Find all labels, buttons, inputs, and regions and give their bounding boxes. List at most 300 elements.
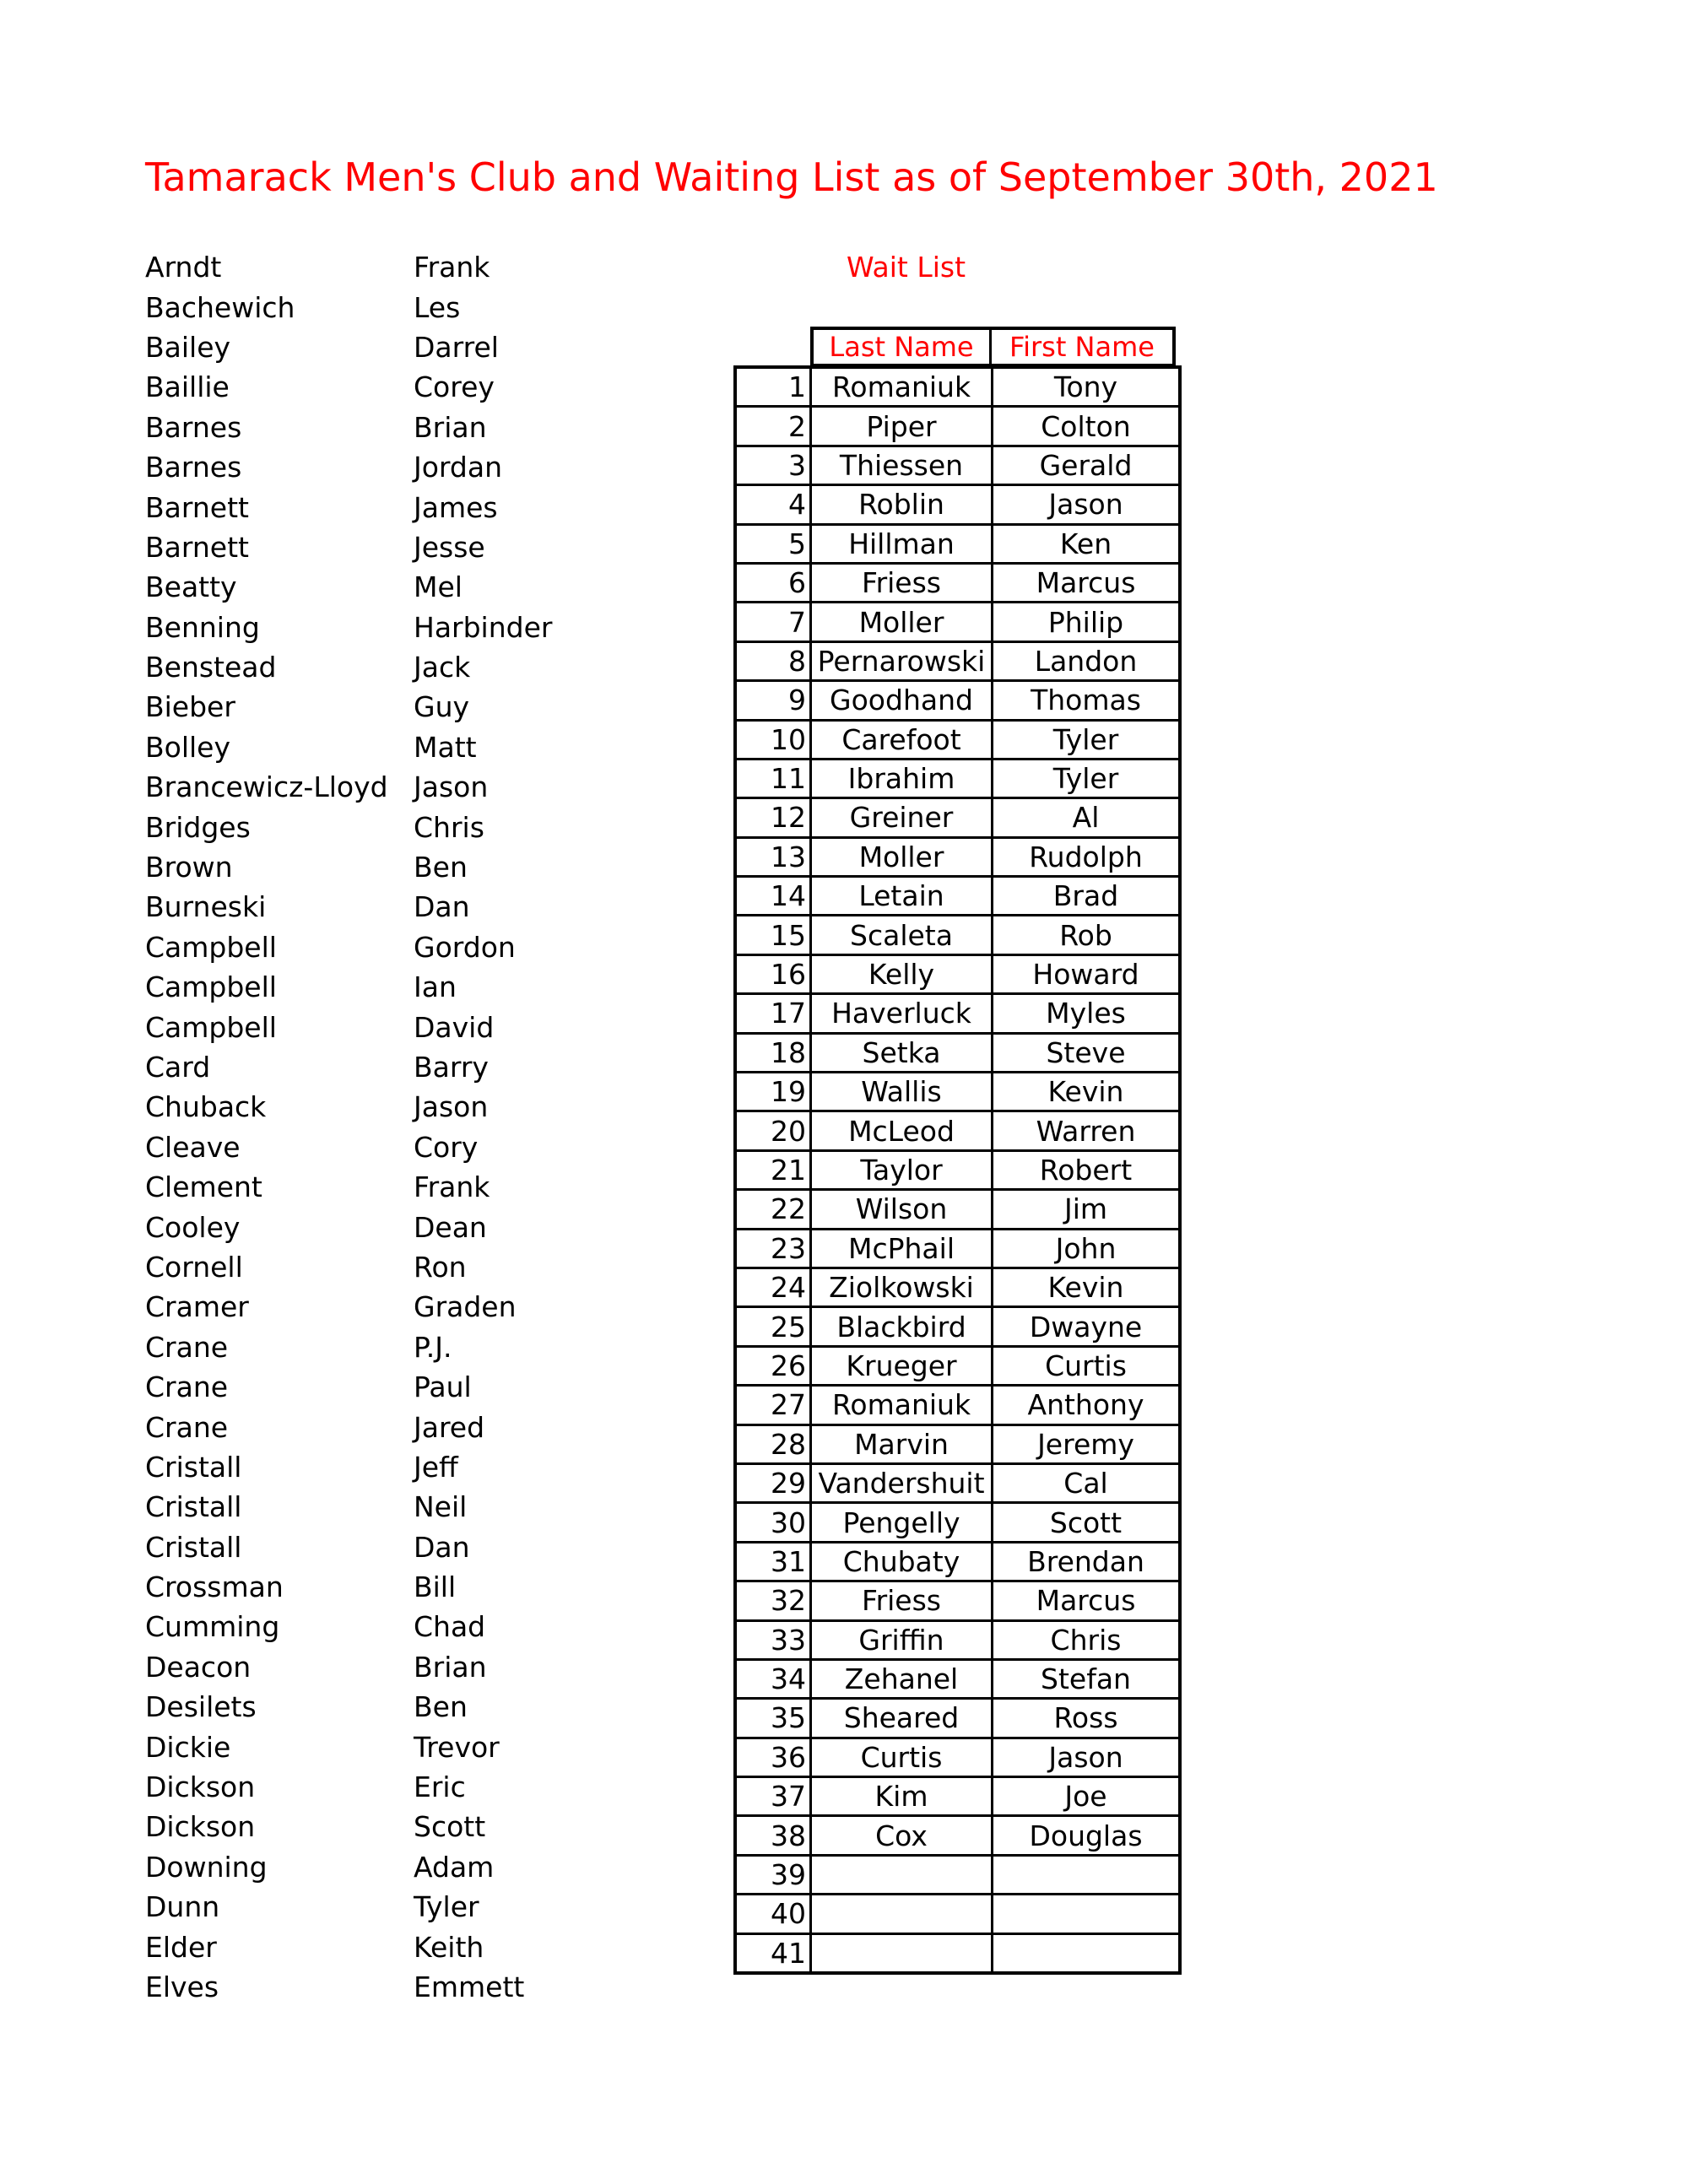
member-first-name: Barry [414,1051,489,1084]
wait-list-row [735,1033,1180,1072]
member-last-name: Cumming [145,1610,280,1644]
wait-list-header [810,327,1176,365]
member-row [145,1327,601,1367]
wait-list-number: 22 [735,1190,811,1229]
wait-list-first-name: Anthony [993,1386,1181,1424]
wait-list-first-name: Philip [993,603,1181,641]
wait-list-row [735,1855,1180,1894]
member-last-name: Barnett [145,530,249,564]
wait-list-last-name: McLeod [811,1111,993,1150]
wait-list-number: 2 [735,407,811,446]
wait-list-row [735,1503,1180,1542]
wait-list-row [735,1895,1180,1933]
member-first-name: Jordan [414,451,502,484]
member-first-name: Dan [414,1530,470,1564]
member-row [145,608,601,647]
member-first-name: Jeff [414,1450,458,1484]
member-first-name: Paul [414,1370,472,1404]
wait-list-last-name: Carefoot [811,720,993,759]
member-first-name: Bill [414,1570,457,1604]
member-last-name: Cleave [145,1130,241,1164]
wait-list-first-name: Brad [993,877,1181,916]
member-last-name: Crossman [145,1570,284,1604]
member-row [145,807,601,846]
wait-list-row [735,1542,1180,1581]
wait-list-first-name: Kevin [993,1073,1181,1111]
wait-list-number: 37 [735,1777,811,1816]
wait-list-row [735,954,1180,993]
member-last-name: Benstead [145,651,277,684]
wait-list-number: 32 [735,1581,811,1620]
wait-list-first-name: Scott [993,1503,1181,1542]
wait-list-row [735,1111,1180,1150]
wait-list-first-name: Myles [993,994,1181,1033]
member-last-name: Cristall [145,1530,242,1564]
member-first-name: Darrel [414,330,499,364]
wait-list-last-name: Setka [811,1033,993,1072]
wait-list-row [735,720,1180,759]
wait-list-row [735,1307,1180,1346]
wait-list-last-name: Haverluck [811,994,993,1033]
wait-list-last-name: Taylor [811,1150,993,1189]
wait-list-last-name [811,1933,993,1973]
wait-list-last-name: Moller [811,603,993,641]
member-first-name: Guy [414,690,470,724]
member-last-name: Dickie [145,1730,231,1764]
member-row [145,1367,601,1407]
wait-list-row [735,916,1180,954]
wait-list-last-name: Griffin [811,1620,993,1659]
wait-list-first-name: Landon [993,641,1181,680]
member-row [145,1607,601,1646]
member-first-name: Chris [414,810,484,844]
wait-list-first-name: Al [993,798,1181,837]
wait-list-first-name: Curtis [993,1346,1181,1385]
member-row [145,1447,601,1487]
member-last-name: Deacon [145,1650,252,1684]
member-row [145,847,601,887]
member-last-name: Bachewich [145,290,295,324]
member-first-name: Brian [414,410,487,444]
wait-list-row [735,1581,1180,1620]
member-last-name: Beatty [145,570,237,604]
member-first-name: Chad [414,1610,486,1644]
wait-list-row [735,603,1180,641]
wait-list-number: 6 [735,563,811,602]
member-row [145,287,601,327]
member-last-name: Brown [145,851,233,884]
member-last-name: Barnes [145,451,242,484]
member-row [145,1287,601,1327]
wait-list-first-name [993,1895,1181,1933]
member-last-name: Cooley [145,1210,241,1244]
member-last-name: Downing [145,1850,268,1884]
wait-list-first-name: Colton [993,407,1181,446]
member-row [145,408,601,447]
wait-list-last-name: Friess [811,563,993,602]
wait-list-last-name: Blackbird [811,1307,993,1346]
member-first-name: Cory [414,1130,479,1164]
wait-list-first-name: Gerald [993,446,1181,484]
wait-list-number: 30 [735,1503,811,1542]
wait-list-first-name [993,1855,1181,1894]
wait-list-number: 18 [735,1033,811,1072]
member-row [145,367,601,407]
member-last-name: Campbell [145,930,277,964]
member-last-name: Crane [145,1370,229,1404]
member-last-name: Cornell [145,1250,243,1284]
member-row [145,1767,601,1807]
member-first-name: P.J. [414,1330,452,1364]
member-first-name: Emmett [414,1970,525,2003]
member-first-name: Les [414,290,461,324]
wait-list-first-name: Thomas [993,681,1181,720]
member-first-name: Matt [414,730,477,764]
wait-list-first-name: Jason [993,485,1181,524]
member-row [145,1127,601,1167]
header-last-name: Last Name [814,330,992,364]
wait-list-last-name: Pernarowski [811,641,993,680]
wait-list-row [735,1229,1180,1268]
member-last-name: Dickson [145,1810,256,1844]
wait-list-row [735,1346,1180,1385]
wait-list-first-name: Rob [993,916,1181,954]
wait-list-row [735,524,1180,563]
member-first-name: Jack [414,651,471,684]
wait-list-first-name: Steve [993,1033,1181,1072]
wait-list-last-name: Goodhand [811,681,993,720]
member-first-name: Keith [414,1930,484,1964]
wait-list-row [735,1150,1180,1189]
wait-list-last-name: Pengelly [811,1503,993,1542]
wait-list-last-name: Sheared [811,1699,993,1738]
wait-list-last-name: Greiner [811,798,993,837]
member-last-name: Dunn [145,1890,220,1924]
member-row [145,1487,601,1527]
member-last-name: Chuback [145,1090,267,1124]
member-last-name: Cramer [145,1290,249,1324]
wait-list-number: 27 [735,1386,811,1424]
wait-list-last-name: Thiessen [811,446,993,484]
wait-list-first-name: Kevin [993,1268,1181,1306]
wait-list-last-name: Kim [811,1777,993,1816]
member-row [145,1847,601,1887]
wait-list-first-name: Joe [993,1777,1181,1816]
wait-list-number: 17 [735,994,811,1033]
member-row [145,327,601,367]
member-last-name: Bieber [145,690,235,724]
member-first-name: Gordon [414,930,516,964]
header-first-name: First Name [1009,331,1155,363]
member-row [145,1407,601,1446]
wait-list-last-name: Friess [811,1581,993,1620]
wait-list-first-name: Robert [993,1150,1181,1189]
member-first-name: Tyler [414,1890,479,1924]
wait-list-row [735,877,1180,916]
wait-list-first-name: Jim [993,1190,1181,1229]
wait-list-last-name: Romaniuk [811,367,993,407]
wait-list-first-name: Tyler [993,759,1181,797]
wait-list-last-name: Roblin [811,485,993,524]
wait-list-number: 33 [735,1620,811,1659]
wait-list-first-name: Tyler [993,720,1181,759]
member-last-name: Card [145,1051,211,1084]
wait-list-number: 38 [735,1816,811,1855]
wait-list-number: 20 [735,1111,811,1150]
wait-list-last-name: Ziolkowski [811,1268,993,1306]
member-first-name: Brian [414,1650,487,1684]
member-row [145,1807,601,1846]
member-first-name: Dean [414,1210,487,1244]
member-first-name: Eric [414,1770,466,1804]
wait-list-number: 1 [735,367,811,407]
member-row [145,247,601,287]
member-first-name: Dan [414,890,470,924]
wait-list-number: 11 [735,759,811,797]
wait-list-row [735,367,1180,407]
member-row [145,1727,601,1766]
member-row [145,1247,601,1287]
member-first-name: Frank [414,251,490,284]
member-first-name: Corey [414,370,495,404]
wait-list-last-name: Vandershuit [811,1463,993,1502]
member-last-name: Benning [145,610,260,644]
wait-list-number: 28 [735,1424,811,1463]
wait-list-number: 8 [735,641,811,680]
member-row [145,527,601,567]
wait-list-number: 9 [735,681,811,720]
wait-list-number: 26 [735,1346,811,1385]
member-row [145,1047,601,1087]
member-row [145,487,601,527]
wait-list-row [735,1738,1180,1776]
wait-list-number: 29 [735,1463,811,1502]
wait-list-row [735,994,1180,1033]
member-first-name: Ben [414,851,468,884]
wait-list-last-name: Piper [811,407,993,446]
member-last-name: Baillie [145,370,230,404]
wait-list-first-name: Warren [993,1111,1181,1150]
wait-list-last-name [811,1895,993,1933]
wait-list-last-name: Ibrahim [811,759,993,797]
member-first-name: Frank [414,1170,490,1204]
wait-list-last-name: Wilson [811,1190,993,1229]
wait-list-last-name: Zehanel [811,1659,993,1698]
member-row [145,647,601,687]
member-last-name: Dickson [145,1770,256,1804]
wait-list-row [735,1268,1180,1306]
wait-list-first-name [993,1933,1181,1973]
wait-list-last-name: Moller [811,837,993,876]
member-last-name: Barnett [145,490,249,524]
wait-list-number: 19 [735,1073,811,1111]
wait-list-row [735,681,1180,720]
wait-list-last-name: Wallis [811,1073,993,1111]
wait-list-first-name: Dwayne [993,1307,1181,1346]
wait-list-last-name: Curtis [811,1738,993,1776]
wait-list-number: 14 [735,877,811,916]
member-first-name: Trevor [414,1730,500,1764]
wait-list-row [735,1816,1180,1855]
wait-list-number: 13 [735,837,811,876]
wait-list-first-name: Chris [993,1620,1181,1659]
wait-list-number: 15 [735,916,811,954]
wait-list-last-name: Marvin [811,1424,993,1463]
wait-list-row [735,837,1180,876]
wait-list-row [735,1073,1180,1111]
member-first-name: James [414,490,498,524]
member-last-name: Barnes [145,410,242,444]
wait-list-number: 4 [735,485,811,524]
wait-list-last-name: Letain [811,877,993,916]
member-row [145,1687,601,1727]
wait-list-number: 3 [735,446,811,484]
wait-list-first-name: Marcus [993,1581,1181,1620]
wait-list-row [735,1777,1180,1816]
wait-list-last-name: McPhail [811,1229,993,1268]
wait-list-number: 39 [735,1855,811,1894]
wait-list-row [735,641,1180,680]
member-last-name: Bailey [145,330,231,364]
wait-list-first-name: Howard [993,954,1181,993]
member-last-name: Cristall [145,1450,242,1484]
wait-list-number: 24 [735,1268,811,1306]
member-first-name: Neil [414,1490,468,1524]
wait-list-number: 41 [735,1933,811,1973]
member-last-name: Campbell [145,970,277,1004]
wait-list-row [735,1659,1180,1698]
wait-list-first-name: Rudolph [993,837,1181,876]
wait-list-first-name: Marcus [993,563,1181,602]
wait-list-row [735,485,1180,524]
member-row [145,687,601,727]
member-last-name: Arndt [145,251,222,284]
member-first-name: Mel [414,570,463,604]
member-first-name: Jared [414,1410,485,1444]
members-list [145,247,601,2007]
wait-list-row [735,1699,1180,1738]
member-row [145,887,601,927]
wait-list-number: 35 [735,1699,811,1738]
member-first-name: Jason [414,770,489,804]
wait-list-row [735,1620,1180,1659]
member-row [145,1567,601,1607]
wait-list-row [735,1933,1180,1973]
wait-list-first-name: Jeremy [993,1424,1181,1463]
member-last-name: Desilets [145,1690,257,1724]
wait-list-number: 36 [735,1738,811,1776]
member-row [145,1527,601,1567]
member-first-name: Ben [414,1690,468,1724]
wait-list-row [735,1386,1180,1424]
member-last-name: Elder [145,1930,217,1964]
member-first-name: Adam [414,1850,495,1884]
wait-list-first-name: Stefan [993,1659,1181,1698]
wait-list-last-name: Kelly [811,954,993,993]
member-first-name: Scott [414,1810,486,1844]
wait-list-row [735,759,1180,797]
wait-list-number: 34 [735,1659,811,1698]
member-first-name: Jesse [414,530,485,564]
wait-list-number: 31 [735,1542,811,1581]
wait-list-first-name: Cal [993,1463,1181,1502]
wait-list-first-name: Ken [993,524,1181,563]
member-row [145,447,601,487]
wait-list-last-name [811,1855,993,1894]
wait-list-row [735,798,1180,837]
wait-list-row [735,446,1180,484]
wait-list-number: 23 [735,1229,811,1268]
member-row [145,1007,601,1046]
wait-list-row [735,1190,1180,1229]
member-first-name: Ian [414,970,457,1004]
wait-list-row [735,1424,1180,1463]
member-first-name: David [414,1010,495,1044]
wait-list-row [735,407,1180,446]
wait-list-number: 12 [735,798,811,837]
member-row [145,1927,601,1966]
member-last-name: Crane [145,1410,229,1444]
wait-list-row [735,1463,1180,1502]
member-first-name: Jason [414,1090,489,1124]
member-row [145,1167,601,1207]
wait-list-first-name: Ross [993,1699,1181,1738]
member-last-name: Crane [145,1330,229,1364]
member-row [145,927,601,967]
member-last-name: Bolley [145,730,230,764]
member-row [145,1087,601,1127]
page-title: Tamarack Men's Club and Waiting List as of September 30th, 2021 [145,154,1438,200]
member-row [145,1967,601,2007]
member-last-name: Burneski [145,890,267,924]
member-last-name: Elves [145,1970,219,2003]
wait-list-first-name: John [993,1229,1181,1268]
member-row [145,767,601,807]
member-first-name: Harbinder [414,610,553,644]
wait-list-number: 16 [735,954,811,993]
wait-list-number: 5 [735,524,811,563]
member-last-name: Campbell [145,1010,277,1044]
wait-list-row [735,563,1180,602]
member-first-name: Graden [414,1290,517,1324]
wait-list-last-name: Cox [811,1816,993,1855]
wait-list-number: 21 [735,1150,811,1189]
wait-list-first-name: Douglas [993,1816,1181,1855]
member-row [145,1647,601,1687]
member-last-name: Cristall [145,1490,242,1524]
member-row [145,1207,601,1246]
wait-list-last-name: Chubaty [811,1542,993,1581]
wait-list-label: Wait List [847,251,966,284]
wait-list-number: 40 [735,1895,811,1933]
wait-list-last-name: Hillman [811,524,993,563]
member-first-name: Ron [414,1250,467,1284]
wait-list-last-name: Scaleta [811,916,993,954]
member-row [145,727,601,767]
wait-list-last-name: Romaniuk [811,1386,993,1424]
wait-list-first-name: Tony [993,367,1181,407]
member-last-name: Clement [145,1170,262,1204]
member-last-name: Bridges [145,810,251,844]
wait-list-first-name: Brendan [993,1542,1181,1581]
member-last-name: Brancewicz-Lloyd [145,770,388,804]
wait-list-number: 25 [735,1307,811,1346]
member-row [145,1887,601,1927]
member-row [145,967,601,1007]
wait-list-number: 10 [735,720,811,759]
wait-list-last-name: Krueger [811,1346,993,1385]
wait-list-table [733,365,1182,1975]
